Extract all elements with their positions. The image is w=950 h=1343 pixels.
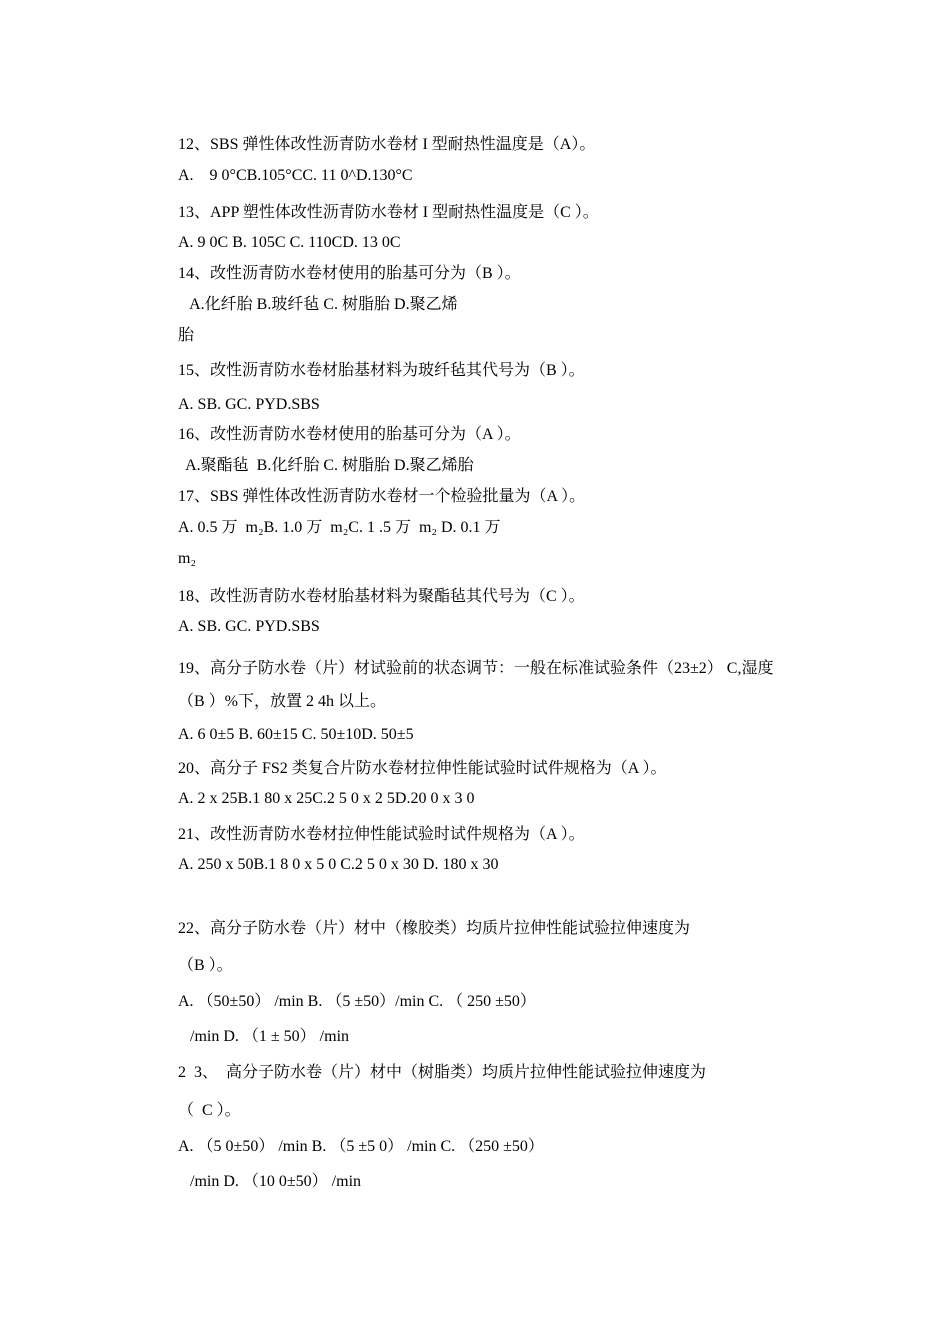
question-19-options: A. 6 0±5 B. 60±15 C. 50±10D. 50±5 [178, 726, 414, 743]
question-23: 2 3、 高分子防水卷（片）材中（树脂类）均质片拉伸性能试验拉伸速度为 [178, 1064, 707, 1081]
question-20-options: A. 2 x 25B.1 80 x 25C.2 5 0 x 2 5D.20 0 x 3 0 [178, 790, 475, 807]
question-14: 14、改性沥青防水卷材使用的胎基可分为（B ）。 [178, 265, 521, 282]
question-23-options-cont: /min D. （10 0±50） /min [178, 1173, 362, 1190]
question-18: 18、改性沥青防水卷材胎基材料为聚酯毡其代号为（C ）。 [178, 588, 585, 605]
question-21: 21、改性沥青防水卷材拉伸性能试验时试件规格为（A ）。 [178, 826, 585, 843]
question-16-options: A.聚酯毡 B.化纤胎 C. 树脂胎 D.聚乙烯胎 [178, 457, 474, 474]
question-17-options: A. 0.5 万 m₂B. 1.0 万 m₂C. 1 .5 万 m₂ D. 0.1 万 [178, 519, 501, 536]
question-23-cont: （ C ）。 [178, 1102, 241, 1119]
question-15-options: A. SB. GC. PYD.SBS [178, 396, 320, 413]
question-21-options: A. 250 x 50B.1 8 0 x 5 0 C.2 5 0 x 30 D. 180 x 30 [178, 856, 499, 873]
question-22-options: A. （50±50） /min B. （5 ±50）/min C. （ 250 ±50） [178, 993, 536, 1010]
question-22: 22、高分子防水卷（片）材中（橡胶类）均质片拉伸性能试验拉伸速度为 [178, 920, 691, 937]
question-12-options: A. 9 0°CB.105°CC. 11 0^D.130°C [178, 167, 413, 184]
question-16: 16、改性沥青防水卷材使用的胎基可分为（A ）。 [178, 426, 521, 443]
question-17-options-cont: m₂ [178, 550, 197, 567]
question-19: 19、高分子防水卷（片）材试验前的状态调节：一般在标准试验条件（23±2） C,湿度 [178, 660, 774, 677]
question-17: 17、SBS 弹性体改性沥青防水卷材一个检验批量为（A ）。 [178, 488, 586, 505]
question-20: 20、高分子 FS2 类复合片防水卷材拉伸性能试验时试件规格为（A ）。 [178, 760, 667, 777]
question-22-options-cont: /min D. （1 ± 50） /min [178, 1028, 350, 1045]
question-12: 12、SBS 弹性体改性沥青防水卷材 I 型耐热性温度是（A）。 [178, 136, 596, 153]
question-19-cont: （B ）%下，放置 2 4h 以上。 [178, 693, 387, 710]
question-18-options: A. SB. GC. PYD.SBS [178, 618, 320, 635]
question-13-options: A. 9 0C B. 105C C. 110CD. 13 0C [178, 234, 401, 251]
question-23-options: A. （5 0±50） /min B. （5 ±5 0） /min C. （250 ±50） [178, 1138, 544, 1155]
question-14-options: A.化纤胎 B.玻纤毡 C. 树脂胎 D.聚乙烯 [178, 296, 458, 313]
question-22-cont: （B ）。 [178, 957, 233, 974]
question-13: 13、APP 塑性体改性沥青防水卷材 I 型耐热性温度是（C ）。 [178, 204, 599, 221]
question-14-options-cont: 胎 [178, 327, 195, 344]
question-15: 15、改性沥青防水卷材胎基材料为玻纤毡其代号为（B ）。 [178, 362, 585, 379]
